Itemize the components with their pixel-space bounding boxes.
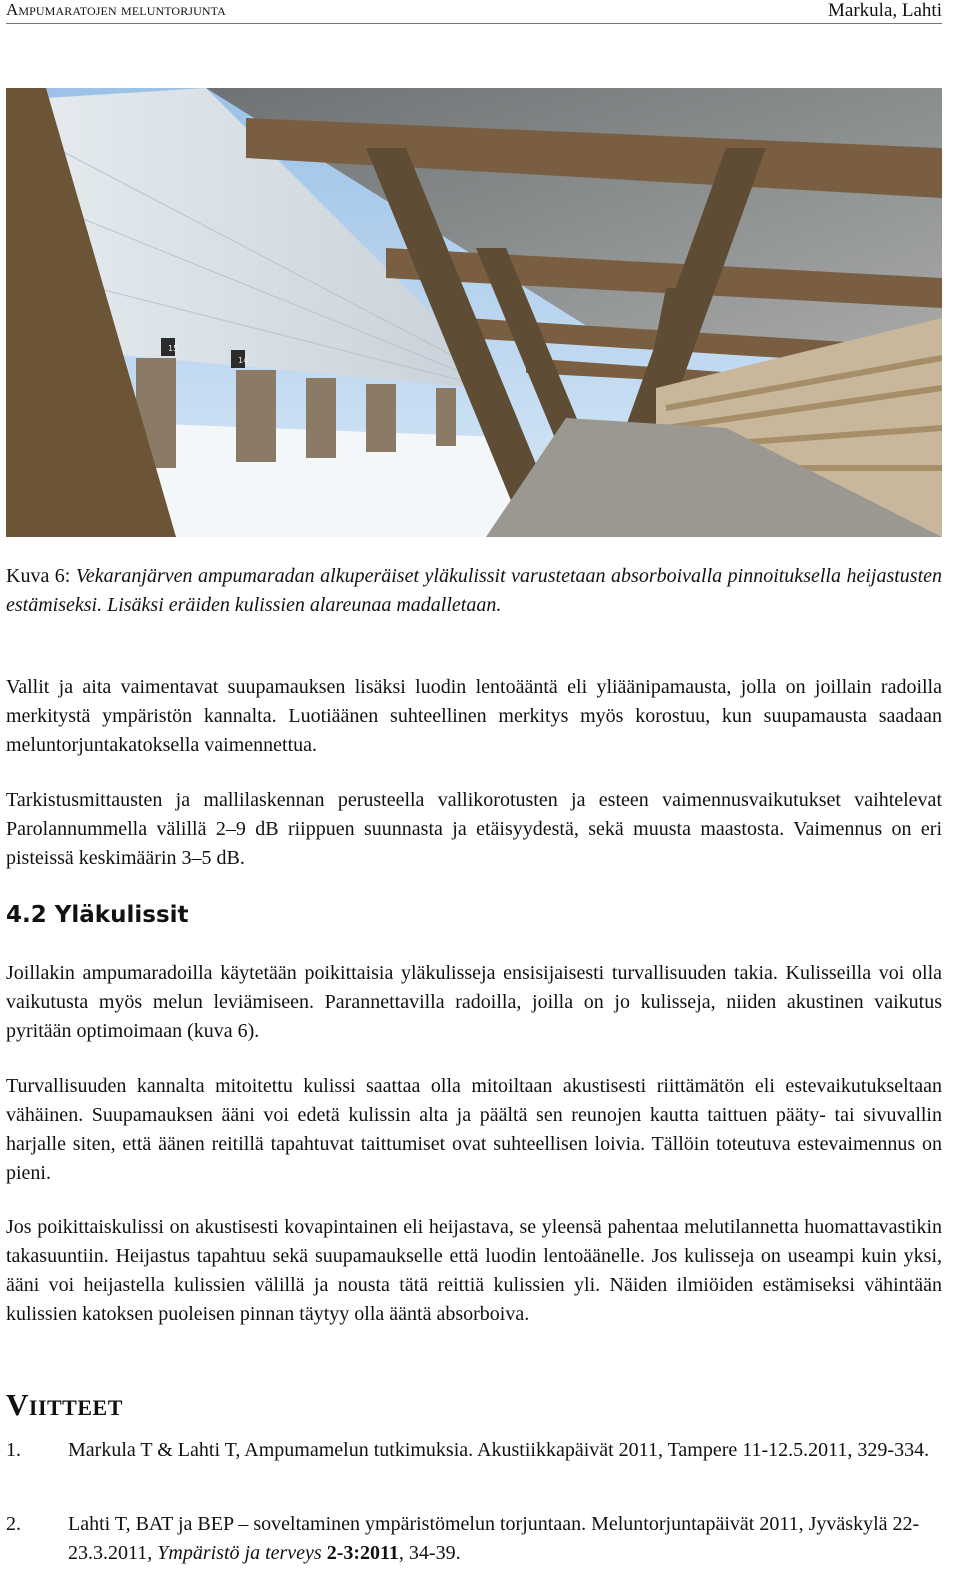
reference-2-pages: , 34-39. [398, 1542, 461, 1564]
header-authors: Markula, Lahti [828, 0, 942, 21]
header-title: Ampumaratojen meluntorjunta [6, 0, 226, 19]
running-header [6, 0, 942, 24]
section-paragraph-2: Turvallisuuden kannalta mitoitettu kulissi saattaa olla mitoiltaan akustisesti riittämätön eli estevaikutukseltaan vähäinen. Suupamauksen ääni voi edetä kulissin alta ja päältä sen reunojen kautta taittuen pääty- tai sivuvallin harjalle siten, että äänen reitillä tapahtuvat taittumiset ovat suhteellisen loivia. Tällöin toteutuva estevaimennus on pieni. [6, 1075, 942, 1184]
caption-label: Kuva 6: [6, 565, 76, 587]
reference-1-number: 1. [6, 1439, 21, 1461]
section-paragraph-1: Joillakin ampumaradoilla käytetään poikittaisia yläkulisseja ensisijaisesti turvallisuuden takia. Kulisseilla voi olla vaikutusta myös melun leviämiseen. Parannettavilla radoilla, joilla on jo kulisseja, niiden akustinen vaikutus pyritään optimoimaan (kuva 6). [6, 962, 942, 1042]
figure-photo [6, 88, 942, 537]
target-sign-14: 14 [238, 356, 249, 365]
reference-2-number: 2. [6, 1513, 21, 1535]
reference-2-text [68, 1510, 942, 1568]
target-sign-15: 15 [168, 344, 179, 353]
section-heading: 4.2 Yläkulissit [6, 902, 189, 928]
figure-caption [6, 562, 942, 620]
paragraph-1: Vallit ja aita vaimentavat suupamauksen lisäksi luodin lentoääntä eli yliäänipamausta, jolla on joillain radoilla merkitystä ympäristön kannalta. Luotiäänen suhteellinen merkitys myös korostuu, kun suupamausta saadaan meluntorjuntakatoksella vaimennettua. [6, 676, 942, 756]
reference-1-text: Markula T & Lahti T, Ampumamelun tutkimuksia. Akustiikkapäivät 2011, Tampere 11-12.5.2011, 329-334. [68, 1439, 930, 1461]
section-paragraph-3: Jos poikittaiskulissi on akustisesti kovapintainen eli heijastava, se yleensä pahentaa melutilannetta huomattavastikin takasuuntiin. Heijastus tapahtuu sekä suupamaukselle että luodin lentoäänelle. Jos kulisseja on useampi kuin yksi, ääni voi heijastella kulissien välillä ja nousta tätä reittiä kulissien yli. Näiden ilmiöiden estämiseksi vähintään kulissien katoksen puoleisen pinnan täytyy olla ääntä absorboiva. [6, 1216, 942, 1325]
reference-2-volume: 2-3:2011 [326, 1542, 399, 1564]
reference-2-body: Lahti T, BAT ja BEP – soveltaminen ympäristömelun torjuntaan. Meluntorjuntapäivät 2011, Jyväskylä 22-23.3.2011, [68, 1513, 920, 1564]
caption-text: Vekaranjärven ampumaradan alkuperäiset yläkulissit varustetaan absorboivalla pinnoituksella heijastusten estämiseksi. Lisäksi eräiden kulissien alareunaa madalletaan. [6, 565, 942, 616]
reference-2-journal: Ympäristö ja terveys [157, 1542, 322, 1564]
paragraph-2: Tarkistusmittausten ja mallilaskennan perusteella vallikorotusten ja esteen vaimennusvaikutukset vaihtelevat Parolannummella välillä 2–9 dB riippuen suunnasta ja etäisyydestä, sekä muusta maastosta. Vaimennus on eri pisteissä keskimäärin 3–5 dB. [6, 789, 942, 869]
references-heading: Viitteet [6, 1387, 123, 1422]
